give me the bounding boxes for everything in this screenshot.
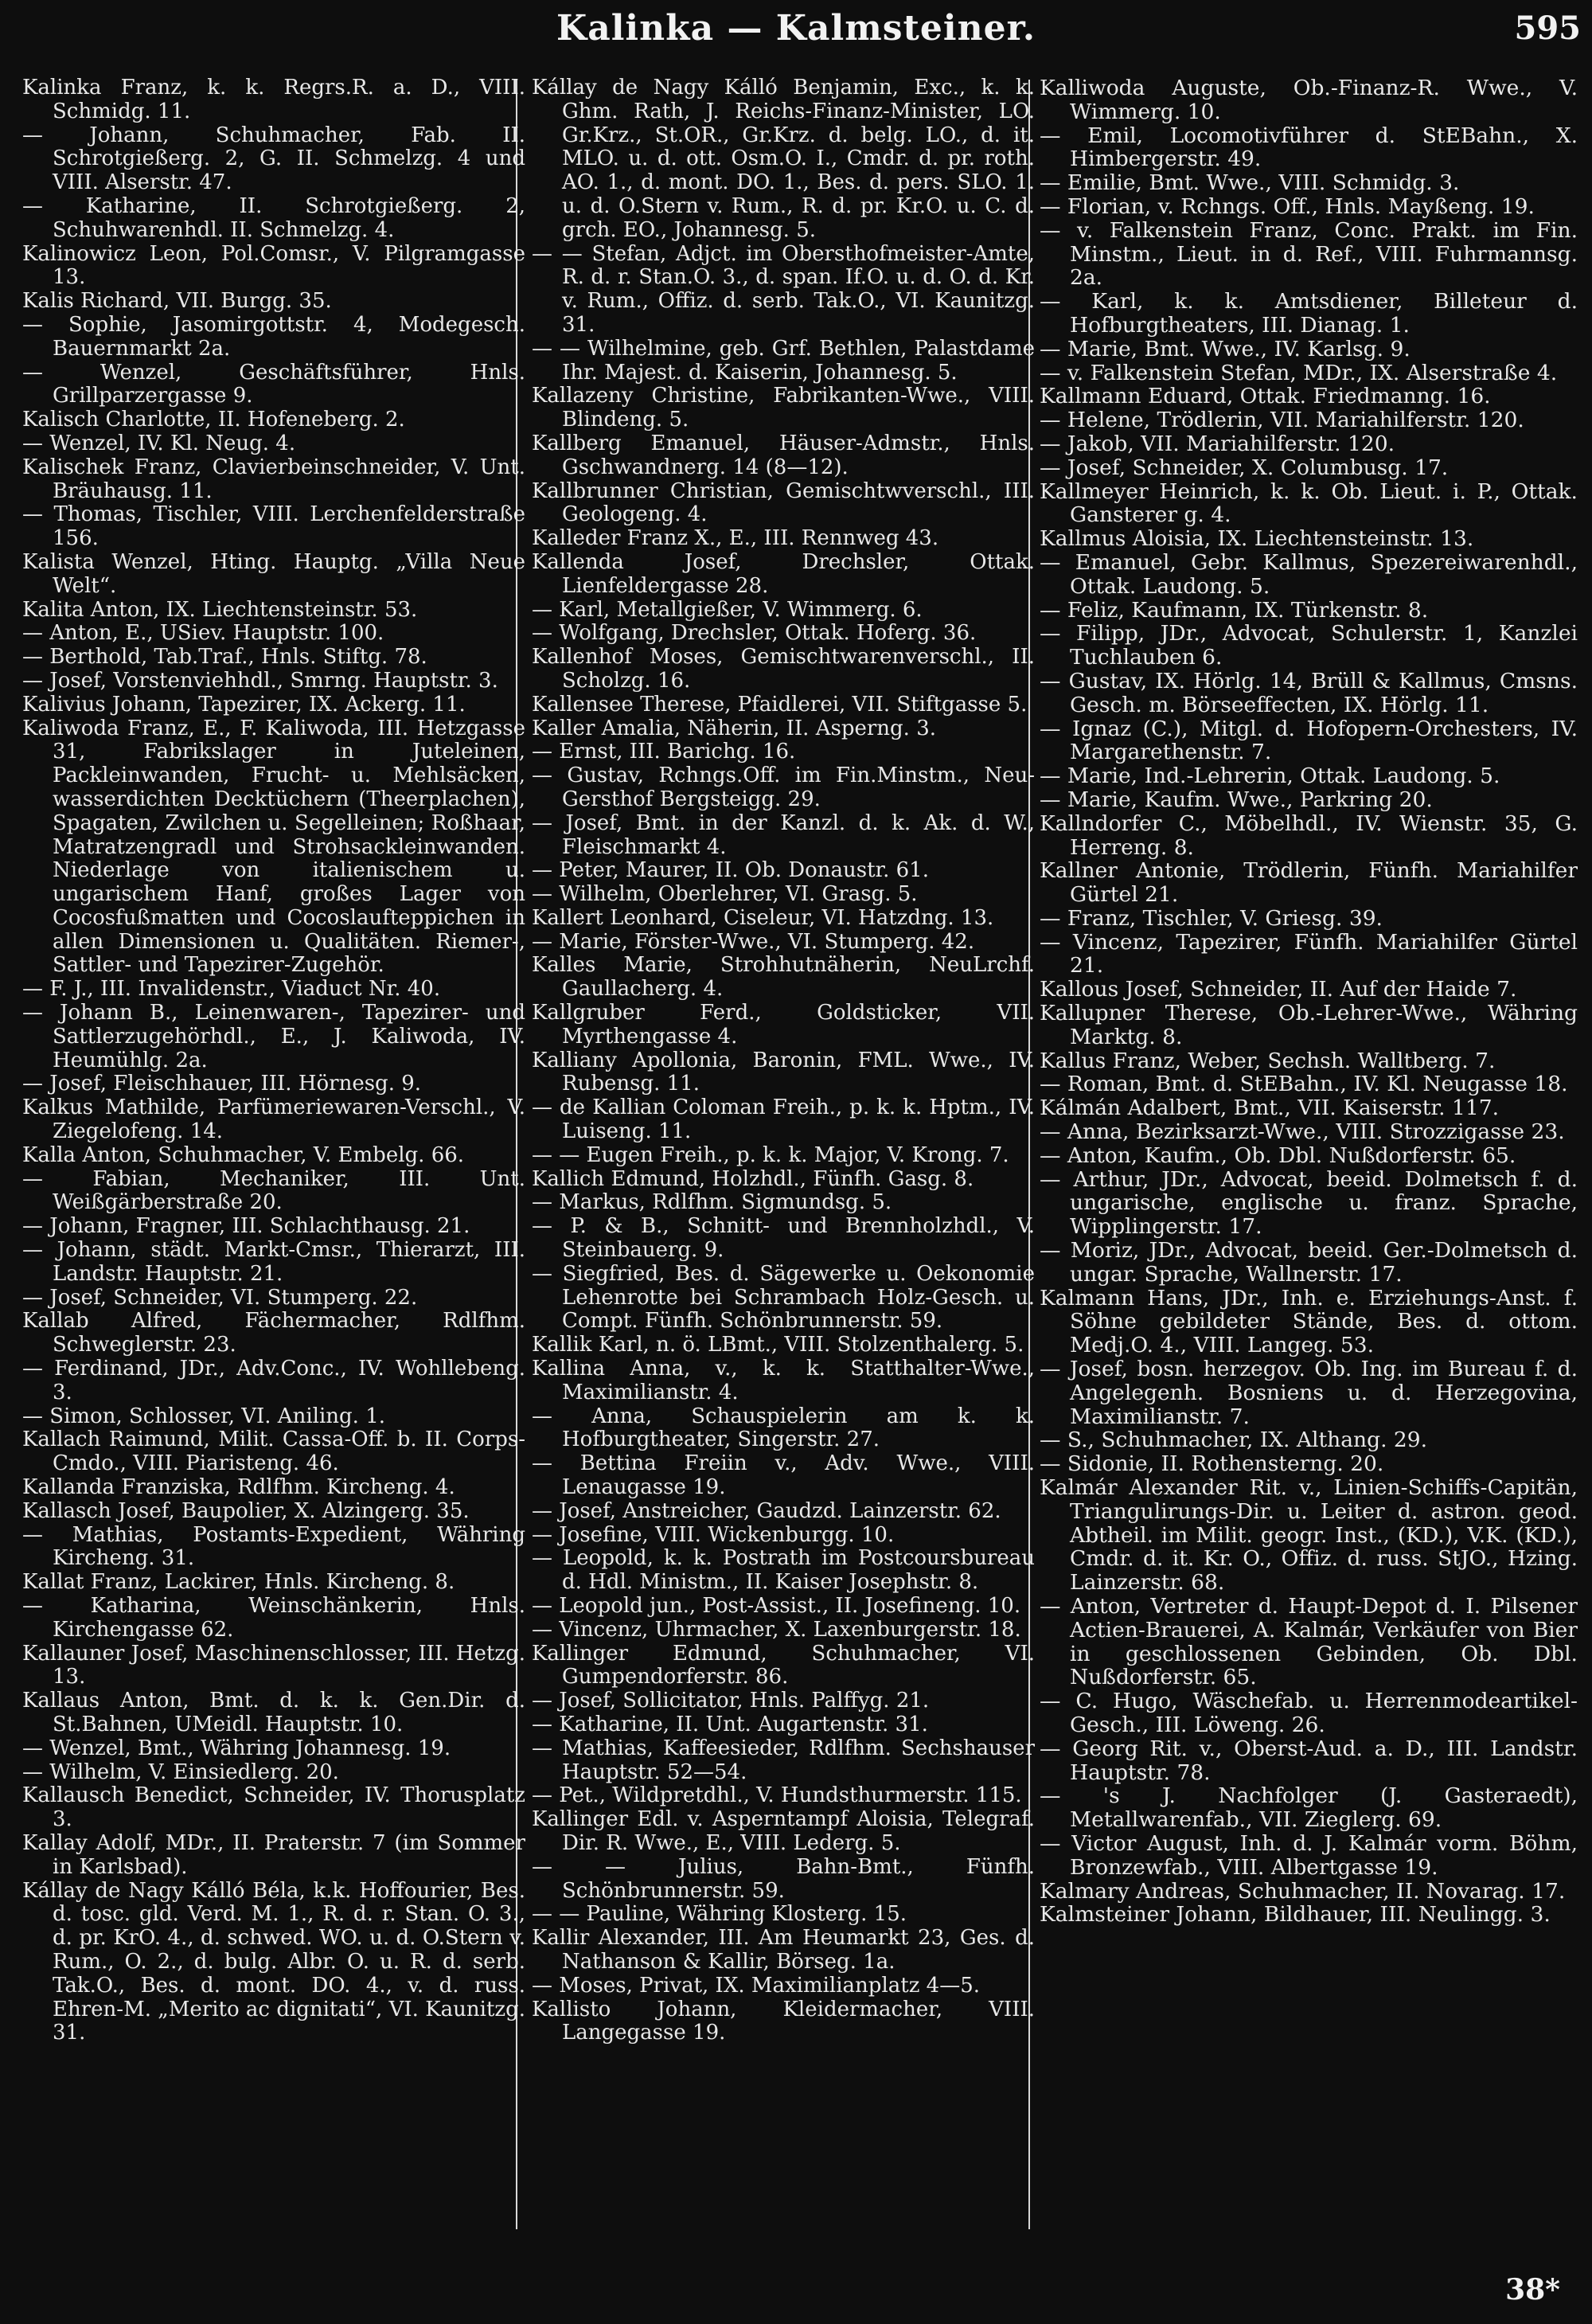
- directory-entry: — Florian, v. Rchngs. Off., Hnls. Mayßeng. 19.: [1040, 193, 1535, 219]
- directory-entry: Kalinka Franz, k. k. Regrs.R. a. D., VIII. Schmidg. 11.: [22, 76, 525, 123]
- directory-entry: — Marie, Ind.-Lehrerin, Ottak. Laudong. 5.: [1040, 764, 1500, 789]
- directory-entry: — v. Falkenstein Stefan, MDr., IX. Alserstraße 4.: [1040, 360, 1558, 385]
- directory-entry: — Ferdinand, JDr., Adv.Conc., IV. Wohllebeng. 3.: [22, 1357, 525, 1404]
- directory-entry: — Josef, Fleischhauer, III. Hörnesg. 9.: [22, 1072, 422, 1096]
- directory-entry: — — Wilhelmine, geb. Grf. Bethlen, Palastdame Ihr. Majest. d. Kaiserin, Johannesg. 5.: [532, 336, 1035, 385]
- directory-entry: — Anton, E., USiev. Hauptstr. 100.: [22, 621, 384, 646]
- directory-entry: Kalleder Franz X., E., III. Rennweg 43.: [532, 526, 939, 551]
- directory-entry: — — Stefan, Adjct. im Obersthofmeister-Amte, R. d. r. Stan.O. 3., d. span. If.O. u. d. O. d. Kr. v. Rum., Offiz. d. serb. Tak.O., VI. Kaunitzg. 31.: [532, 241, 1035, 337]
- directory-entry: Kallazeny Christine, Fabrikanten-Wwe., VIII. Blindeng. 5.: [532, 384, 1035, 432]
- directory-entry: — Siegfried, Bes. d. Sägewerke u. Oekonomie Lehenrotte bei Schrambach Holz-Gesch. u. Compt. Fünfh. Schönbrunnerstr. 59.: [532, 1261, 1035, 1334]
- directory-entry: — Anna, Schauspielerin am k. k. Hofburgtheater, Singerstr. 27.: [532, 1404, 1035, 1452]
- directory-entry: Kalinowicz Leon, Pol.Comsr., V. Pilgramgasse 13.: [22, 241, 525, 290]
- directory-entry: Kallausch Benedict, Schneider, IV. Thorusplatz 3.: [22, 1783, 525, 1832]
- directory-entry: Kállay de Nagy Kálló Béla, k.k. Hoffourier, Bes. d. tosc. gld. Verd. M. 1., R. d. r. Stan. O. 3., d. pr. KrO. 4., d. schwed. WO. u. d. O.Stern v. Rum., O. 2., d. bulg. Albr. O. u. R. d. serb. Tak.O., Bes. d. mont. DO. 4., v. d. russ. Ehren-M. „Merito ac dignitati“, VI. Kaunitzg. 31.: [22, 1878, 525, 2045]
- sheet-signature: 38*: [1505, 2273, 1560, 2306]
- directory-entry: Kallanda Franziska, Rdlfhm. Kircheng. 4.: [22, 1475, 455, 1500]
- directory-entry: — Mathias, Postamts-Expedient, Währing Kircheng. 31.: [22, 1522, 525, 1571]
- directory-entry: Kálmán Adalbert, Bmt., VII. Kaiserstr. 117.: [1040, 1096, 1499, 1121]
- directory-entry: — Josef, Anstreicher, Gaudzd. Lainzerstr. 62.: [532, 1498, 1001, 1523]
- directory-entry: Kallisto Johann, Kleidermacher, VIII. Langegasse 19.: [532, 1997, 1035, 2045]
- directory-entry: — Thomas, Tischler, VIII. Lerchenfelderstraße 156.: [22, 502, 525, 551]
- directory-entry: — Gustav, IX. Hörlg. 14, Brüll & Kallmus, Cmsns. Gesch. m. Börseeffecten, IX. Hörlg. 11.: [1040, 668, 1578, 717]
- directory-entry: Kalis Richard, VII. Burgg. 35.: [22, 289, 332, 314]
- directory-entry: Kallmeyer Heinrich, k. k. Ob. Lieut. i. P., Ottak. Gansterer g. 4.: [1040, 478, 1578, 528]
- directory-entry: Kallaus Anton, Bmt. d. k. k. Gen.Dir. d. St.Bahnen, UMeidl. Hauptstr. 10.: [22, 1689, 525, 1736]
- directory-entry: — Sophie, Jasomirgottstr. 4, Modegesch. Bauernmarkt 2a.: [22, 312, 525, 361]
- directory-entry: — Victor August, Inh. d. J. Kalmár vorm. Böhm, Bronzewfab., VIII. Albertgasse 19.: [1040, 1830, 1578, 1880]
- directory-entry: — v. Falkenstein Franz, Conc. Prakt. im Fin. Minstm., Lieut. in d. Ref., VIII. Fuhrmannsg. 2a.: [1040, 217, 1578, 291]
- directory-entry: Kallina Anna, v., k. k. Statthalter-Wwe., Maximilianstr. 4.: [532, 1357, 1035, 1404]
- directory-entry: — Leopold, k. k. Postrath im Postcoursbureau d. Hdl. Ministm., II. Kaiser Josephstr. 8.: [532, 1546, 1035, 1595]
- directory-entry: — Ignaz (C.), Mitgl. d. Hofopern-Orchesters, IV. Margarethenstr. 7.: [1040, 716, 1578, 765]
- directory-entry: — Markus, Rdlfhm. Sigmundsg. 5.: [532, 1190, 892, 1215]
- directory-entry: — Sidonie, II. Rothensterng. 20.: [1040, 1451, 1384, 1477]
- directory-entry: — Marie, Förster-Wwe., VI. Stumperg. 42.: [532, 929, 975, 954]
- directory-entry: Kallach Raimund, Milit. Cassa-Off. b. II. Corps-Cmdo., VIII. Piaristeng. 46.: [22, 1428, 525, 1476]
- directory-entry: — Feliz, Kaufmann, IX. Türkenstr. 8.: [1040, 597, 1429, 623]
- directory-entry: — Helene, Trödlerin, VII. Mariahilferstr. 120.: [1040, 408, 1524, 433]
- directory-entry: Kállay de Nagy Kálló Benjamin, Exc., k. k. Ghm. Rath, J. Reichs-Finanz-Minister, LO. Gr.Krz., St.OR., Gr.Krz. d. belg. LO., d. it. MLO. u. d. ott. Osm.O. I., Cmdr. d. pr. roth. AO. 1., d. mont. DO. 1., Bes. d. pers. SLO. 1. u. d. O.Stern v. Rum., R. d. pr. Kr.O. u. C. d. grch. EO., Johannesg. 5.: [532, 76, 1035, 242]
- directory-entry: Kalmsteiner Johann, Bildhauer, III. Neulingg. 3.: [1040, 1902, 1551, 1928]
- directory-entry: — Wolfgang, Drechsler, Ottak. Hoferg. 36.: [532, 621, 977, 646]
- directory-entry: — Georg Rit. v., Oberst-Aud. a. D., III. Landstr. Hauptstr. 78.: [1040, 1736, 1578, 1785]
- directory-entry: — Arthur, JDr., Advocat, beeid. Dolmetsch f. d. ungarische, englische u. franz. Sprache, Wipplingerstr. 17.: [1040, 1166, 1578, 1240]
- directory-entry: — Josef, Sollicitator, Hnls. Palffyg. 21.: [532, 1689, 930, 1713]
- directory-entry: — Moses, Privat, IX. Maximilianplatz 4—5.: [532, 1973, 981, 1998]
- directory-entry: Kaliwoda Franz, E., F. Kaliwoda, III. Hetzgasse 31, Fabrikslager in Juteleinen, Packleinwanden, Frucht- u. Mehlsäcken, wasserdichten Decktüchern (Theerplachen), Spagaten, Zwilchen u. Segelleinen; Roßhaar, Matratzengradl und Strohsackleinwanden. Niederlage von italienischem u. ungarischem Hanf, großes Lager von Cocosfußmatten und Cocoslaufteppichen in allen Dimensionen u. Qualitäten. Riemer-, Sattler- und Tapezirer-Zugehör.: [22, 716, 525, 978]
- directory-entry: Kallupner Therese, Ob.-Lehrer-Wwe., Währing Marktg. 8.: [1040, 1001, 1578, 1049]
- directory-entry: Kallmann Eduard, Ottak. Friedmanng. 16.: [1040, 384, 1491, 409]
- directory-entry: — de Kallian Coloman Freih., p. k. k. Hptm., IV. Luiseng. 11.: [532, 1096, 1035, 1144]
- directory-entry: — Franz, Tischler, V. Griesg. 39.: [1040, 905, 1383, 931]
- directory-entry: — Johann, Schuhmacher, Fab. II. Schrotgießerg. 2, G. II. Schmelzg. 4 und VIII. Alserstr. 47.: [22, 123, 525, 195]
- directory-entry: Kallat Franz, Lackirer, Hnls. Kircheng. 8.: [22, 1570, 455, 1595]
- directory-entry: Kallous Josef, Schneider, II. Auf der Haide 7.: [1040, 977, 1517, 1002]
- directory-entry: Kallasch Josef, Baupolier, X. Alzingerg. 35.: [22, 1498, 470, 1523]
- directory-entry: Kalisch Charlotte, II. Hofeneberg. 2.: [22, 408, 405, 432]
- directory-entry: Kalischek Franz, Clavierbeinschneider, V. Unt. Bräuhausg. 11.: [22, 455, 525, 503]
- directory-entry: Kallenda Josef, Drechsler, Ottak. Lienfeldergasse 28.: [532, 549, 1035, 598]
- directory-entry: Kallinger Edmund, Schuhmacher, VI. Gumpendorferstr. 86.: [532, 1641, 1035, 1689]
- directory-entry: — P. & B., Schnitt- und Brennholzhdl., V. Steinbauerg. 9.: [532, 1214, 1035, 1263]
- directory-entry: — Anton, Vertreter d. Haupt-Depot d. I. Pilsener Actien-Brauerei, A. Kalmár, Verkäufer von Bier in geschlossenen Gebinden, Ob. Dbl. Nußdorferstr. 65.: [1040, 1594, 1578, 1690]
- directory-entry: Kalliany Apollonia, Baronin, FML. Wwe., IV. Rubensg. 11.: [532, 1048, 1035, 1096]
- directory-entry: — Emil, Locomotivführer d. StEBahn., X. Himbergerstr. 49.: [1040, 123, 1578, 172]
- directory-entry: — Katharina, Weinschänkerin, Hnls. Kirchengasse 62.: [22, 1594, 525, 1642]
- directory-entry: — S., Schuhmacher, IX. Althang. 29.: [1040, 1428, 1428, 1453]
- directory-entry: Kaller Amalia, Näherin, II. Asperng. 3.: [532, 716, 937, 740]
- directory-entry: — Wenzel, IV. Kl. Neug. 4.: [22, 431, 296, 455]
- column-2: [532, 76, 1035, 2242]
- directory-entry: Kalivius Johann, Tapezirer, IX. Ackerg. 11.: [22, 692, 466, 717]
- directory-entry: Kallik Karl, n. ö. LBmt., VIII. Stolzenthalerg. 5.: [532, 1333, 1024, 1357]
- directory-entry: — C. Hugo, Wäschefab. u. Herrenmodeartikel-Gesch., III. Löweng. 26.: [1040, 1689, 1578, 1737]
- directory-entry: — — Julius, Bahn-Bmt., Fünfh. Schönbrunnerstr. 59.: [532, 1854, 1035, 1903]
- directory-entry: — Marie, Bmt. Wwe., IV. Karlsg. 9.: [1040, 336, 1411, 361]
- page-header: [0, 3, 1592, 53]
- page-title: Kalinka — Kalmsteiner.: [556, 8, 1036, 49]
- directory-entry: — Wilhelm, Oberlehrer, VI. Grasg. 5.: [532, 882, 918, 907]
- directory-entry: Kallensee Therese, Pfaidlerei, VII. Stiftgasse 5.: [532, 692, 1028, 717]
- directory-entry: — Pet., Wildpretdhl., V. Hundsthurmerstr. 115.: [532, 1783, 1022, 1808]
- directory-entry: — Vincenz, Tapezirer, Fünfh. Mariahilfer Gürtel 21.: [1040, 929, 1578, 978]
- directory-entry: Kalmár Alexander Rit. v., Linien-Schiffs-Capitän, Triangulirungs-Dir. u. Leiter d. astron. geod. Abtheil. im Milit. geogr. Inst., (KD.), V.K. (KD.), Cmdr. d. it. Kr. O., Offiz. d. russ. StJO., Hzing. Lainzerstr. 68.: [1040, 1475, 1578, 1596]
- directory-entry: Kalkus Mathilde, Parfümeriewaren-Verschl., V. Ziegelofeng. 14.: [22, 1096, 525, 1144]
- directory-entry: Kalliwoda Auguste, Ob.-Finanz-R. Wwe., V. Wimmerg. 10.: [1040, 76, 1578, 124]
- directory-entry: — Bettina Freiin v., Adv. Wwe., VIII. Lenaugasse 19.: [532, 1451, 1035, 1500]
- directory-entry: Kallgruber Ferd., Goldsticker, VII. Myrthengasse 4.: [532, 1001, 1035, 1049]
- directory-entry: — Anton, Kaufm., Ob. Dbl. Nußdorferstr. 65.: [1040, 1142, 1516, 1168]
- directory-entry: — Moriz, JDr., Advocat, beeid. Ger.-Dolmetsch d. ungar. Sprache, Wallnerstr. 17.: [1040, 1238, 1578, 1287]
- directory-entry: Kalita Anton, IX. Liechtensteinstr. 53.: [22, 597, 418, 622]
- directory-entry: — Johann, Fragner, III. Schlachthausg. 21.: [22, 1214, 470, 1239]
- directory-entry: — Fabian, Mechaniker, III. Unt. Weißgärberstraße 20.: [22, 1166, 525, 1215]
- directory-entry: — Emanuel, Gebr. Kallmus, Spezereiwarenhdl., Ottak. Laudong. 5.: [1040, 549, 1578, 599]
- directory-entry: — F. J., III. Invalidenstr., Viaduct Nr. 40.: [22, 977, 441, 1002]
- directory-entry: Kallberg Emanuel, Häuser-Admstr., Hnls. Gschwandnerg. 14 (8—12).: [532, 431, 1035, 479]
- directory-entry: — Marie, Kaufm. Wwe., Parkring 20.: [1040, 787, 1433, 812]
- directory-entry: Kallbrunner Christian, Gemischtwverschl., III. Geologeng. 4.: [532, 478, 1035, 527]
- directory-entry: Kalla Anton, Schuhmacher, V. Embelg. 66.: [22, 1142, 465, 1167]
- directory-entry: — Wenzel, Bmt., Währing Johannesg. 19.: [22, 1736, 451, 1760]
- directory-entry: — Johann, städt. Markt-Cmsr., Thierarzt, III. Landstr. Hauptstr. 21.: [22, 1238, 525, 1286]
- directory-entry: Kalles Marie, Strohhutnäherin, NeuLrchf. Gaullacherg. 4.: [532, 953, 1035, 1002]
- directory-entry: — Peter, Maurer, II. Ob. Donaustr. 61.: [532, 858, 929, 883]
- directory-entry: Kallmus Aloisia, IX. Liechtensteinstr. 13.: [1040, 526, 1474, 552]
- directory-entry: — — Eugen Freih., p. k. k. Major, V. Krong. 7.: [532, 1142, 1009, 1167]
- directory-entry: — Ernst, III. Barichg. 16.: [532, 740, 796, 764]
- directory-entry: — Katharine, II. Schrotgießerg. 2, Schuhwarenhdl. II. Schmelzg. 4.: [22, 193, 525, 242]
- directory-entry: Kallich Edmund, Holzhdl., Fünfh. Gasg. 8.: [532, 1166, 974, 1191]
- directory-entry: Kallab Alfred, Fächermacher, Rdlfhm. Schweglerstr. 23.: [22, 1309, 525, 1357]
- directory-entry: — Filipp, JDr., Advocat, Schulerstr. 1, Kanzlei Tuchlauben 6.: [1040, 621, 1578, 670]
- directory-entry: — 's J. Nachfolger (J. Gasteraedt), Metallwarenfab., VII. Zieglerg. 69.: [1040, 1783, 1578, 1833]
- directory-entry: — — Pauline, Währing Klosterg. 15.: [532, 1902, 907, 1927]
- directory-entry: — Emilie, Bmt. Wwe., VIII. Schmidg. 3.: [1040, 170, 1460, 196]
- directory-entry: Kalmann Hans, JDr., Inh. e. Erziehungs-Anst. f. Söhne gebildeter Stände, Bes. d. ottom. Medj.O. 4., VIII. Langeg. 53.: [1040, 1285, 1578, 1358]
- directory-entry: — Wilhelm, V. Einsiedlerg. 20.: [22, 1760, 339, 1784]
- directory-entry: — Josef, bosn. herzegov. Ob. Ing. im Bureau f. d. Angelegenh. Bosniens u. d. Herzegovina, Maximilianstr. 7.: [1040, 1357, 1578, 1429]
- directory-entry: Kalmary Andreas, Schuhmacher, II. Novarag. 17.: [1040, 1878, 1566, 1904]
- directory-entry: — Josef, Schneider, VI. Stumperg. 22.: [22, 1285, 418, 1310]
- directory-entry: — Johann B., Leinenwaren-, Tapezirer- und Sattlerzugehörhdl., E., J. Kaliwoda, IV. Heumühlg. 2a.: [22, 1001, 525, 1072]
- directory-entry: — Katharine, II. Unt. Augartenstr. 31.: [532, 1712, 928, 1736]
- directory-entry: Kallert Leonhard, Ciseleur, VI. Hatzdng. 13.: [532, 905, 994, 930]
- directory-entry: — Josefine, VIII. Wickenburgg. 10.: [532, 1522, 895, 1547]
- directory-entry: — Gustav, Rchngs.Off. im Fin.Minstm., Neu-Gersthof Bergsteigg. 29.: [532, 764, 1035, 811]
- directory-entry: — Josef, Schneider, X. Columbusg. 17.: [1040, 455, 1449, 480]
- directory-entry: Kallus Franz, Weber, Sechsh. Walltberg. 7.: [1040, 1048, 1496, 1073]
- directory-entry: Kallner Antonie, Trödlerin, Fünfh. Mariahilfer Gürtel 21.: [1040, 858, 1578, 908]
- directory-entry: — Karl, Metallgießer, V. Wimmerg. 6.: [532, 597, 923, 622]
- directory-entry: Kallndorfer C., Möbelhdl., IV. Wienstr. 35, G. Herreng. 8.: [1040, 810, 1578, 860]
- directory-entry: — Wenzel, Geschäftsführer, Hnls. Grillparzergasse 9.: [22, 360, 525, 408]
- directory-entry: Kallenhof Moses, Gemischtwarenverschl., II. Scholzg. 16.: [532, 645, 1035, 693]
- directory-entry: Kallinger Edl. v. Asperntampf Aloisia, Telegraf. Dir. R. Wwe., E., VIII. Lederg. 5.: [532, 1807, 1035, 1855]
- directory-entry: — Josef, Bmt. in der Kanzl. d. k. Ak. d. W., Fleischmarkt 4.: [532, 810, 1035, 859]
- directory-entry: Kallauner Josef, Maschinenschlosser, III. Hetzg. 13.: [22, 1641, 525, 1689]
- column-1: [22, 76, 525, 2242]
- directory-entry: — Roman, Bmt. d. StEBahn., IV. Kl. Neugasse 18.: [1040, 1072, 1568, 1097]
- page-number: 595: [1514, 10, 1581, 47]
- directory-entry: — Anna, Bezirksarzt-Wwe., VIII. Strozzigasse 23.: [1040, 1119, 1565, 1145]
- directory-entry: — Berthold, Tab.Traf., Hnls. Stiftg. 78.: [22, 645, 427, 670]
- directory-entry: — Simon, Schlosser, VI. Aniling. 1.: [22, 1404, 386, 1428]
- directory-entry: Kallir Alexander, III. Am Heumarkt 23, Ges. d. Nathanson & Kallir, Börseg. 1a.: [532, 1926, 1035, 1974]
- directory-entry: — Mathias, Kaffeesieder, Rdlfhm. Sechshauser Hauptstr. 52—54.: [532, 1736, 1035, 1784]
- directory-entry: — Vincenz, Uhrmacher, X. Laxenburgerstr. 18.: [532, 1617, 1021, 1642]
- directory-entry: — Josef, Vorstenviehhdl., Smrng. Hauptstr. 3.: [22, 668, 498, 693]
- directory-entry: Kallay Adolf, MDr., II. Praterstr. 7 (im Sommer in Karlsbad).: [22, 1830, 525, 1879]
- column-3: [1040, 76, 1578, 2242]
- directory-entry: Kalista Wenzel, Hting. Hauptg. „Villa Neue Welt“.: [22, 549, 525, 598]
- directory-entry: — Jakob, VII. Mariahilferstr. 120.: [1040, 431, 1395, 456]
- directory-entry: — Leopold jun., Post-Assist., II. Josefineng. 10.: [532, 1594, 1021, 1618]
- directory-entry: — Karl, k. k. Amtsdiener, Billeteur d. Hofburgtheaters, III. Dianag. 1.: [1040, 289, 1578, 338]
